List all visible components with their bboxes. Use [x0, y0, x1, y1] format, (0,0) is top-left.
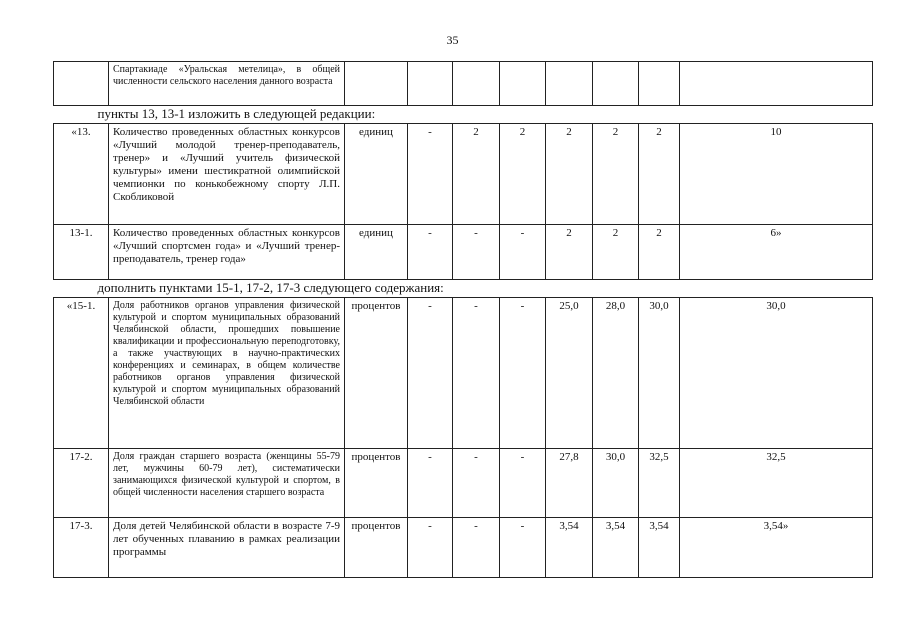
value-cell: 2	[639, 124, 680, 225]
unit-cell: процентов	[345, 298, 408, 449]
value-cell: 10	[680, 124, 873, 225]
unit-cell: процентов	[345, 449, 408, 518]
value-cell	[546, 62, 593, 106]
value-cell: 32,5	[680, 449, 873, 518]
value-cell: 2	[593, 225, 639, 280]
value-cell	[680, 62, 873, 106]
value-cell: 3,54	[639, 518, 680, 578]
item-number: «13.	[54, 124, 109, 225]
value-cell: -	[453, 298, 500, 449]
value-cell: 30,0	[680, 298, 873, 449]
amendment-note	[54, 280, 873, 298]
table-row	[54, 518, 873, 578]
indicator-description: Количество проведенных областных конкурсов «Лучший спортсмен года» и «Лучший тренер-преподаватель, тренер года»	[109, 225, 345, 280]
value-cell: 25,0	[546, 298, 593, 449]
item-number: 13-1.	[54, 225, 109, 280]
value-cell: 2	[546, 124, 593, 225]
item-number	[54, 62, 109, 106]
value-cell: 6»	[680, 225, 873, 280]
value-cell	[453, 62, 500, 106]
value-cell: -	[453, 518, 500, 578]
value-cell: -	[408, 298, 453, 449]
value-cell: 28,0	[593, 298, 639, 449]
value-cell: 32,5	[639, 449, 680, 518]
value-cell	[408, 62, 453, 106]
value-cell: 2	[639, 225, 680, 280]
value-cell: 2	[453, 124, 500, 225]
value-cell: 30,0	[593, 449, 639, 518]
unit-cell	[345, 62, 408, 106]
value-cell: 3,54»	[680, 518, 873, 578]
indicator-description: Количество проведенных областных конкурсов «Лучший молодой тренер-преподаватель, тренер» и «Лучший учитель физической культуры» имени шестикратной олимпийской чемпионки по конькобежному спорту Л.П. Скобликовой	[109, 124, 345, 225]
amendment-note-text: пункты 13, 13-1 изложить в следующей редакции:	[54, 106, 873, 124]
table-row	[54, 62, 873, 106]
value-cell: 2	[500, 124, 546, 225]
page-number: 35	[446, 33, 459, 47]
value-cell: -	[500, 298, 546, 449]
unit-cell: процентов	[345, 518, 408, 578]
value-cell: 27,8	[546, 449, 593, 518]
value-cell: -	[408, 124, 453, 225]
value-cell: 3,54	[593, 518, 639, 578]
indicator-description: Доля работников органов управления физической культурой и спортом муниципальных образований Челябинской области, прошедших повышение квалификации и профессиональную переподготовку, а также участвующих в научно-практических конференциях и семинарах, в общем количестве работников органов управления физической культурой и спортом муниципальных образований Челябинской области	[109, 298, 345, 449]
value-cell: -	[453, 225, 500, 280]
value-cell: -	[408, 518, 453, 578]
item-number: «15-1.	[54, 298, 109, 449]
amendment-note-text: дополнить пунктами 15-1, 17-2, 17-3 следующего содержания:	[54, 280, 873, 298]
table-row	[54, 124, 873, 225]
indicator-description: Доля детей Челябинской области в возрасте 7-9 лет обученных плаванию в рамках реализации программы	[109, 518, 345, 578]
indicator-description: Спартакиаде «Уральская метелица», в общей численности сельского населения данного возраста	[109, 62, 345, 106]
item-number: 17-3.	[54, 518, 109, 578]
value-cell	[593, 62, 639, 106]
value-cell: -	[453, 449, 500, 518]
table-row	[54, 449, 873, 518]
value-cell: -	[408, 449, 453, 518]
item-number: 17-2.	[54, 449, 109, 518]
indicator-description: Доля граждан старшего возраста (женщины 55-79 лет, мужчины 60-79 лет), систематически занимающихся физической культурой и спортом, в общей численности населения старшего возраста	[109, 449, 345, 518]
unit-cell: единиц	[345, 225, 408, 280]
value-cell: -	[500, 518, 546, 578]
amendment-note	[54, 106, 873, 124]
table-row	[54, 298, 873, 449]
indicators-table	[53, 61, 873, 578]
unit-cell: единиц	[345, 124, 408, 225]
value-cell: 30,0	[639, 298, 680, 449]
value-cell: -	[500, 225, 546, 280]
value-cell	[500, 62, 546, 106]
value-cell: 2	[593, 124, 639, 225]
value-cell	[639, 62, 680, 106]
value-cell: 3,54	[546, 518, 593, 578]
value-cell: 2	[546, 225, 593, 280]
value-cell: -	[500, 449, 546, 518]
table-row	[54, 225, 873, 280]
value-cell: -	[408, 225, 453, 280]
